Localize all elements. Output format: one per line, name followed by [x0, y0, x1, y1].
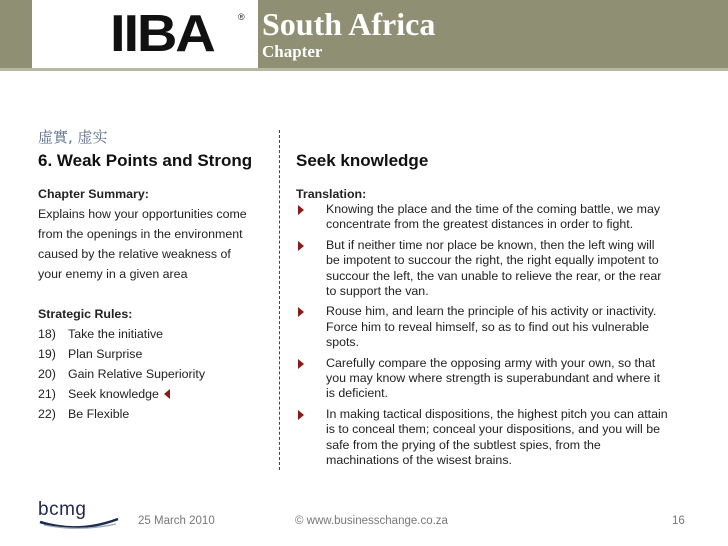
bullet-line: is to conceal them; conceal your dispositions, and you will be	[326, 422, 661, 437]
bullet-line: In making tactical dispositions, the highest pitch you can attain	[326, 406, 668, 421]
footer-date: 25 March 2010	[138, 515, 215, 527]
translation-bullets	[296, 202, 696, 474]
rule-text: Gain Relative Superiority	[68, 367, 206, 381]
rules-label: Strategic Rules:	[38, 307, 133, 321]
bullet-item	[296, 304, 696, 350]
chapter-title: South Africa	[262, 6, 436, 42]
right-triangle-icon	[298, 307, 304, 317]
rule-text: Seek knowledge	[68, 387, 159, 401]
translation-label: Translation:	[296, 187, 367, 201]
bullet-line: Knowing the place and the time of the coming battle, we may	[326, 202, 661, 216]
bullet-item	[296, 202, 696, 233]
strategic-rules-list	[38, 324, 270, 424]
summary-line: your enemy in a given area	[38, 267, 188, 281]
registered-mark: ®	[238, 12, 245, 22]
rule-number: 20)	[38, 367, 56, 381]
header-accent-bar	[0, 0, 32, 68]
iiba-logo-text: IIBA	[110, 5, 214, 63]
right-triangle-icon	[298, 241, 304, 251]
bullet-item	[296, 238, 696, 300]
bullet-line: concentrate from the greatest distances in order to fight.	[326, 217, 634, 232]
right-triangle-icon	[298, 359, 304, 369]
bullet-item	[296, 407, 696, 469]
bullet-item	[296, 356, 696, 402]
bullet-line: succour the left, the van unable to relieve the rear, or the rear	[326, 268, 662, 283]
swoosh-icon	[38, 516, 120, 532]
slide-header	[0, 0, 728, 68]
rule-text: Plan Surprise	[68, 347, 143, 361]
page-number: 16	[672, 515, 685, 527]
right-triangle-icon	[298, 205, 304, 215]
rule-item	[38, 404, 270, 424]
column-divider	[279, 130, 280, 470]
summary-line: Explains how your opportunities come	[38, 207, 247, 221]
rule-item-current	[38, 384, 270, 404]
bullet-line: Carefully compare the opposing army with your own, so that	[326, 355, 656, 370]
rule-item	[38, 324, 270, 344]
chapter-summary-block	[38, 184, 270, 424]
bullet-line: machinations of the wisest brains.	[326, 453, 512, 468]
summary-label: Chapter Summary:	[38, 187, 149, 201]
header-underline	[0, 68, 728, 71]
bullet-line: safe from the prying of the subtlest spies, from the	[326, 437, 601, 452]
bullet-line: you may know where strength is superabundant and where it	[326, 371, 661, 386]
rule-text: Be Flexible	[68, 407, 130, 421]
bullet-line: But if neither time nor place be known, then the left wing will	[326, 237, 655, 252]
summary-line: caused by the relative weakness of	[38, 247, 231, 261]
bcmg-logo-text: bcmg	[38, 499, 87, 520]
iiba-logo	[110, 6, 260, 62]
bullet-line: to support the van.	[326, 284, 429, 299]
bullet-line: Force him to reveal himself, so as to find out his vulnerable	[326, 319, 649, 334]
bullet-line: be impotent to succour the right, the right equally impotent to	[326, 253, 659, 268]
rule-item	[38, 344, 270, 364]
rule-text: Take the initiative	[68, 327, 164, 341]
bullet-line: spots.	[326, 335, 360, 350]
chapter-heading: 6. Weak Points and Strong	[38, 151, 253, 170]
left-triangle-icon	[164, 389, 170, 399]
chinese-title: 虛實, 虚实	[38, 128, 108, 146]
footer-copyright: © www.businesschange.co.za	[295, 515, 448, 527]
section-heading: Seek knowledge	[296, 151, 429, 170]
bullet-line: Rouse him, and learn the principle of his activity or inactivity.	[326, 304, 657, 319]
rule-number: 19)	[38, 347, 56, 361]
header-logo-area	[0, 0, 258, 68]
rule-number: 21)	[38, 387, 56, 401]
bullet-line: is deficient.	[326, 386, 388, 401]
rule-number: 18)	[38, 327, 56, 341]
rule-number: 22)	[38, 407, 56, 421]
bcmg-logo	[38, 498, 120, 532]
rule-item	[38, 364, 270, 384]
summary-line: from the openings in the environment	[38, 227, 243, 241]
chapter-subtitle: Chapter	[262, 42, 323, 61]
right-triangle-icon	[298, 410, 304, 420]
